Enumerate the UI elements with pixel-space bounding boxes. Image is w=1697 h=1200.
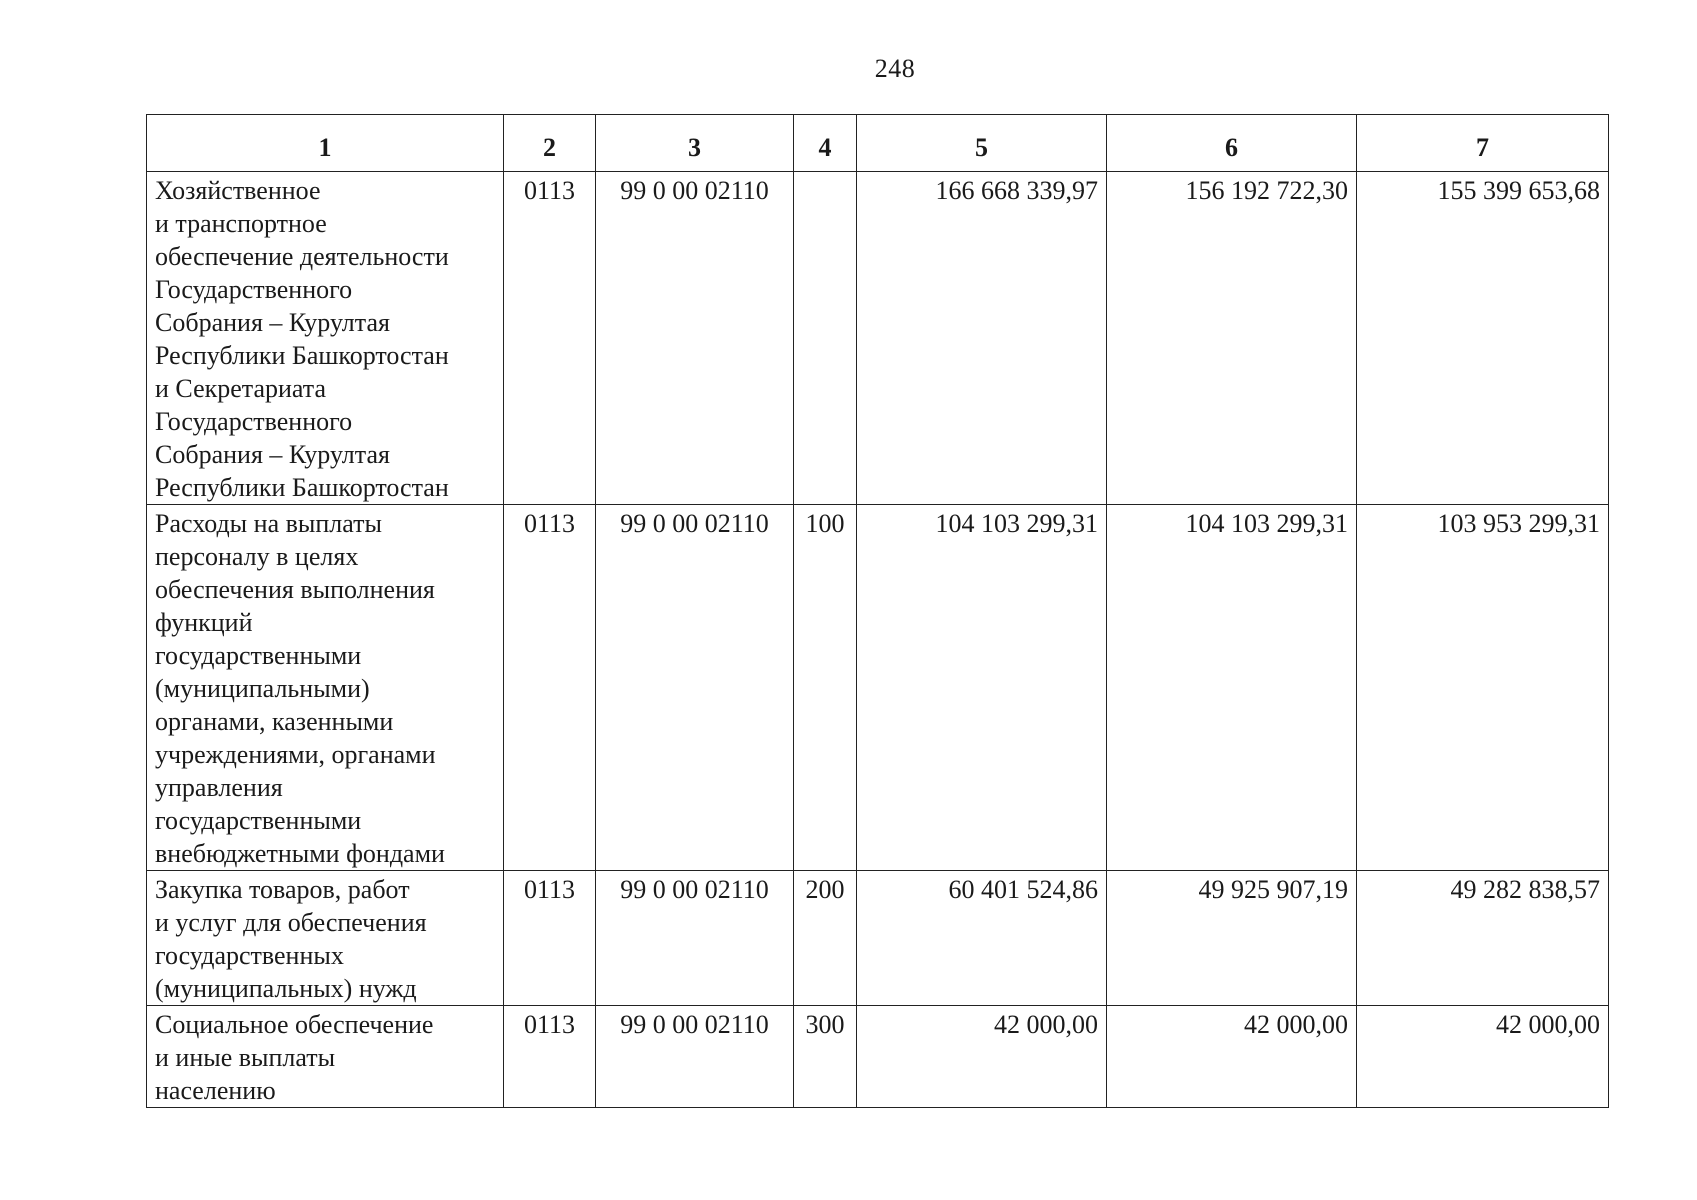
amount-col-6: 49 925 907,19 (1107, 871, 1357, 1006)
amount-col-6: 104 103 299,31 (1107, 505, 1357, 871)
amount-col-5: 60 401 524,86 (857, 871, 1107, 1006)
expense-type-code: 200 (794, 871, 857, 1006)
column-header-1: 1 (147, 115, 504, 172)
budget-table (146, 114, 1609, 1108)
amount-col-7: 42 000,00 (1357, 1006, 1609, 1108)
table-row (147, 172, 1609, 505)
column-header-5: 5 (857, 115, 1107, 172)
expense-name: Хозяйственное и транспортное обеспечение деятельности Государственного Собрания – Курултая Республики Башкортостан и Секретариата Государственного Собрания – Курултая Республики Башкортостан (147, 172, 504, 505)
amount-col-6: 42 000,00 (1107, 1006, 1357, 1108)
expense-name: Расходы на выплаты персоналу в целях обеспечения выполнения функций государственными (муниципальными) органами, казенными учреждениями, органами управления государственными внебюджетными фондами (147, 505, 504, 871)
expense-type-code (794, 172, 857, 505)
section-code: 0113 (504, 172, 596, 505)
amount-col-6: 156 192 722,30 (1107, 172, 1357, 505)
table-row (147, 1006, 1609, 1108)
expense-type-code: 300 (794, 1006, 857, 1108)
column-header-3: 3 (596, 115, 794, 172)
amount-col-5: 42 000,00 (857, 1006, 1107, 1108)
target-code: 99 0 00 02110 (596, 1006, 794, 1108)
amount-col-5: 104 103 299,31 (857, 505, 1107, 871)
amount-col-7: 103 953 299,31 (1357, 505, 1609, 871)
target-code: 99 0 00 02110 (596, 172, 794, 505)
target-code: 99 0 00 02110 (596, 871, 794, 1006)
expense-name: Закупка товаров, работ и услуг для обеспечения государственных (муниципальных) нужд (147, 871, 504, 1006)
header-row (147, 115, 1609, 172)
amount-col-7: 49 282 838,57 (1357, 871, 1609, 1006)
column-header-6: 6 (1107, 115, 1357, 172)
column-header-4: 4 (794, 115, 857, 172)
column-header-7: 7 (1357, 115, 1609, 172)
target-code: 99 0 00 02110 (596, 505, 794, 871)
expense-type-code: 100 (794, 505, 857, 871)
amount-col-7: 155 399 653,68 (1357, 172, 1609, 505)
table-row (147, 871, 1609, 1006)
section-code: 0113 (504, 871, 596, 1006)
page-number: 248 (874, 54, 916, 83)
section-code: 0113 (504, 505, 596, 871)
expense-name: Социальное обеспечение и иные выплаты населению (147, 1006, 504, 1108)
amount-col-5: 166 668 339,97 (857, 172, 1107, 505)
table-row (147, 505, 1609, 871)
column-header-2: 2 (504, 115, 596, 172)
section-code: 0113 (504, 1006, 596, 1108)
